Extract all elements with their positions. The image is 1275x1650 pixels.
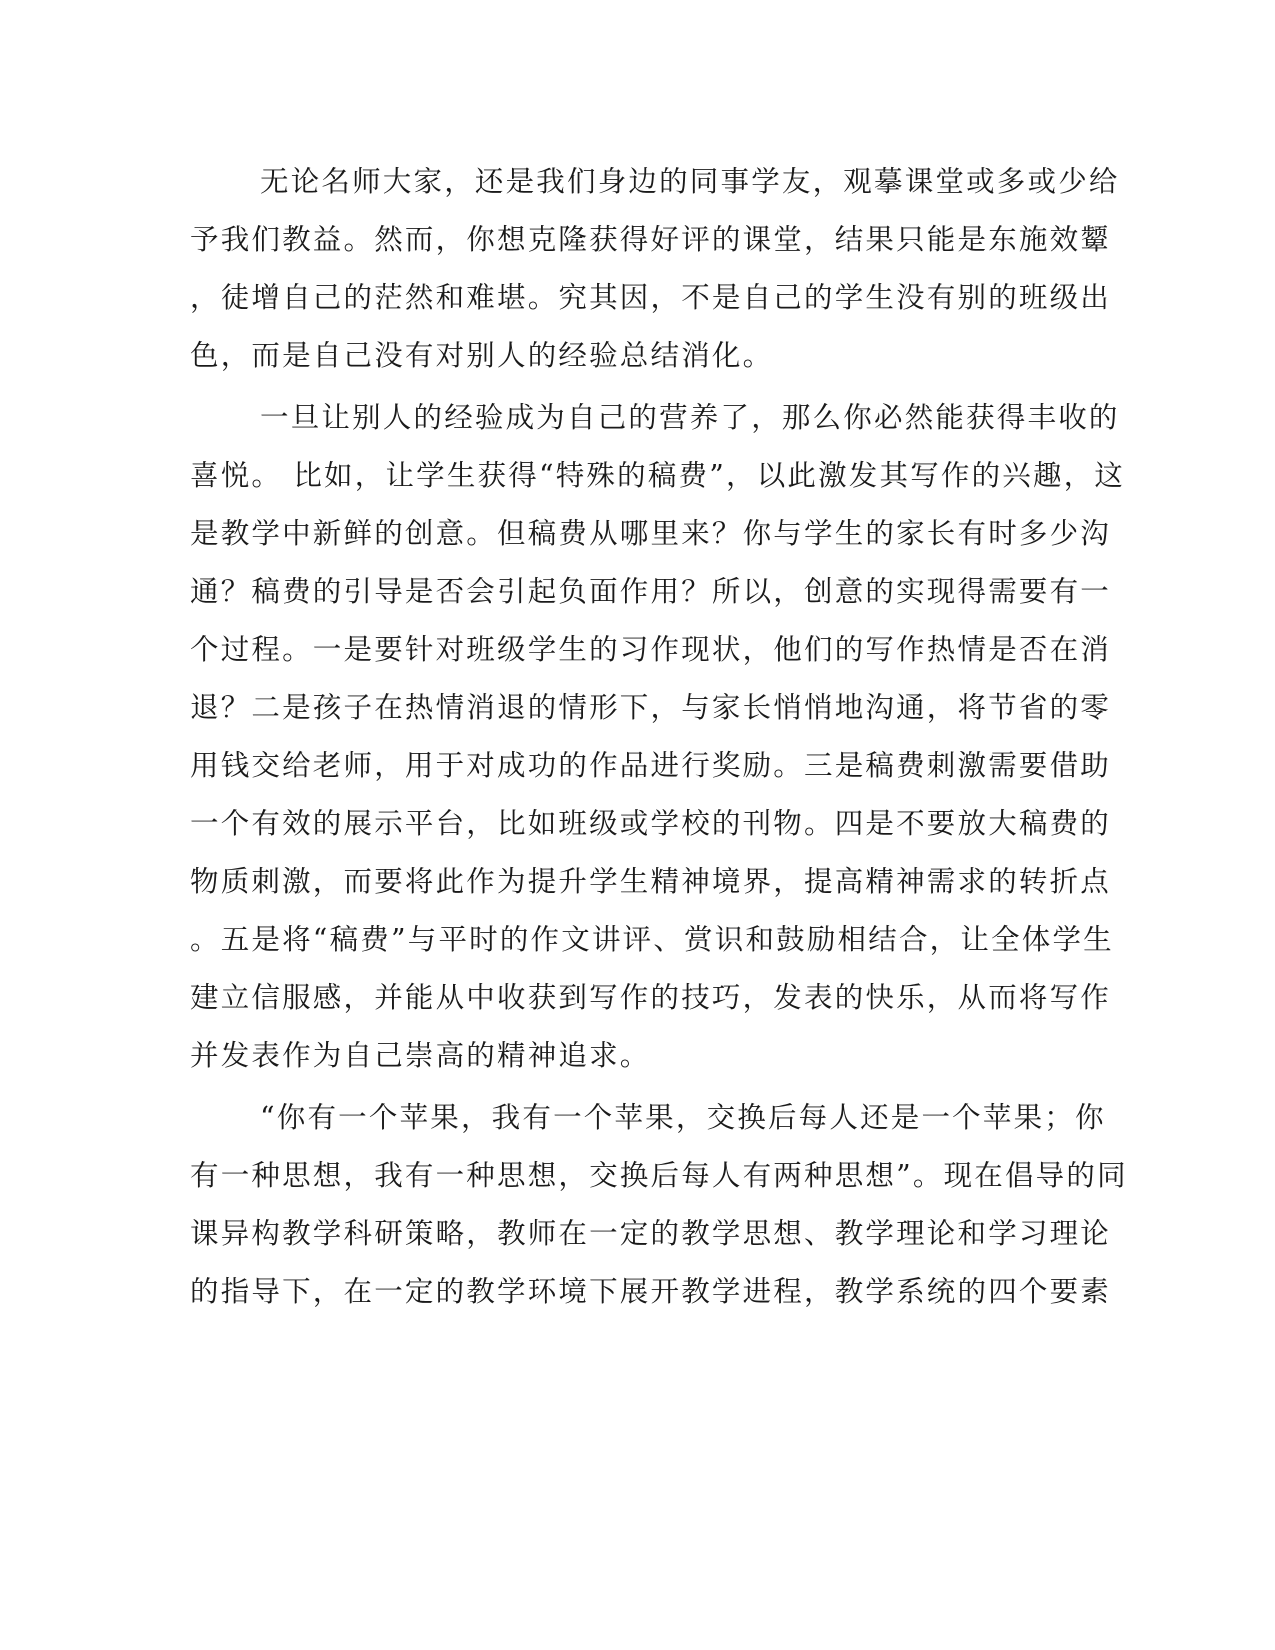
paragraph-line: 并发表作为自己崇高的精神追求。 [190,1039,651,1072]
paragraph-line: 通？稿费的引导是否会引起负面作用？所以，创意的实现得需要有一 [190,575,1112,608]
paragraph-line: “你有一个苹果，我有一个苹果，交换后每人还是一个苹果；你 [260,1101,1106,1134]
paragraph-line: 喜悦。 比如，让学生获得“特殊的稿费”，以此激发其写作的兴趣，这 [190,459,1126,492]
paragraph-line: 建立信服感，并能从中收获到写作的技巧，发表的快乐，从而将写作 [190,981,1112,1014]
paragraph-line: 。五是将“稿费”与平时的作文讲评、赏识和鼓励相结合，让全体学生 [190,923,1114,956]
paragraph-line: 一个有效的展示平台，比如班级或学校的刊物。四是不要放大稿费的 [190,807,1112,840]
paragraph-line: 物质刺激，而要将此作为提升学生精神境界，提高精神需求的转折点 [190,865,1112,898]
paragraph-line: 一旦让别人的经验成为自己的营养了，那么你必然能获得丰收的 [260,401,1120,434]
paragraph-line: 予我们教益。然而，你想克隆获得好评的课堂，结果只能是东施效颦 [190,223,1112,256]
paragraph-line: 退？二是孩子在热情消退的情形下，与家长悄悄地沟通，将节省的零 [190,691,1112,724]
paragraph-line: 无论名师大家，还是我们身边的同事学友，观摹课堂或多或少给 [260,165,1120,198]
paragraph-line: 色，而是自己没有对别人的经验总结消化。 [190,339,774,372]
paragraph-line: 个过程。一是要针对班级学生的习作现状，他们的写作热情是否在消 [190,633,1112,666]
paragraph-line: 是教学中新鲜的创意。但稿费从哪里来？你与学生的家长有时多少沟 [190,517,1112,550]
paragraph-line: 的指导下，在一定的教学环境下展开教学进程，教学系统的四个要素 [190,1275,1112,1308]
paragraph-line: 用钱交给老师，用于对成功的作品进行奖励。三是稿费刺激需要借助 [190,749,1112,782]
paragraph-line: ，徒增自己的茫然和难堪。究其因，不是自己的学生没有别的班级出 [190,281,1112,314]
paragraph-line: 有一种思想，我有一种思想，交换后每人有两种思想”。现在倡导的同 [190,1159,1128,1192]
paragraph-line: 课异构教学科研策略，教师在一定的教学思想、教学理论和学习理论 [190,1217,1112,1250]
